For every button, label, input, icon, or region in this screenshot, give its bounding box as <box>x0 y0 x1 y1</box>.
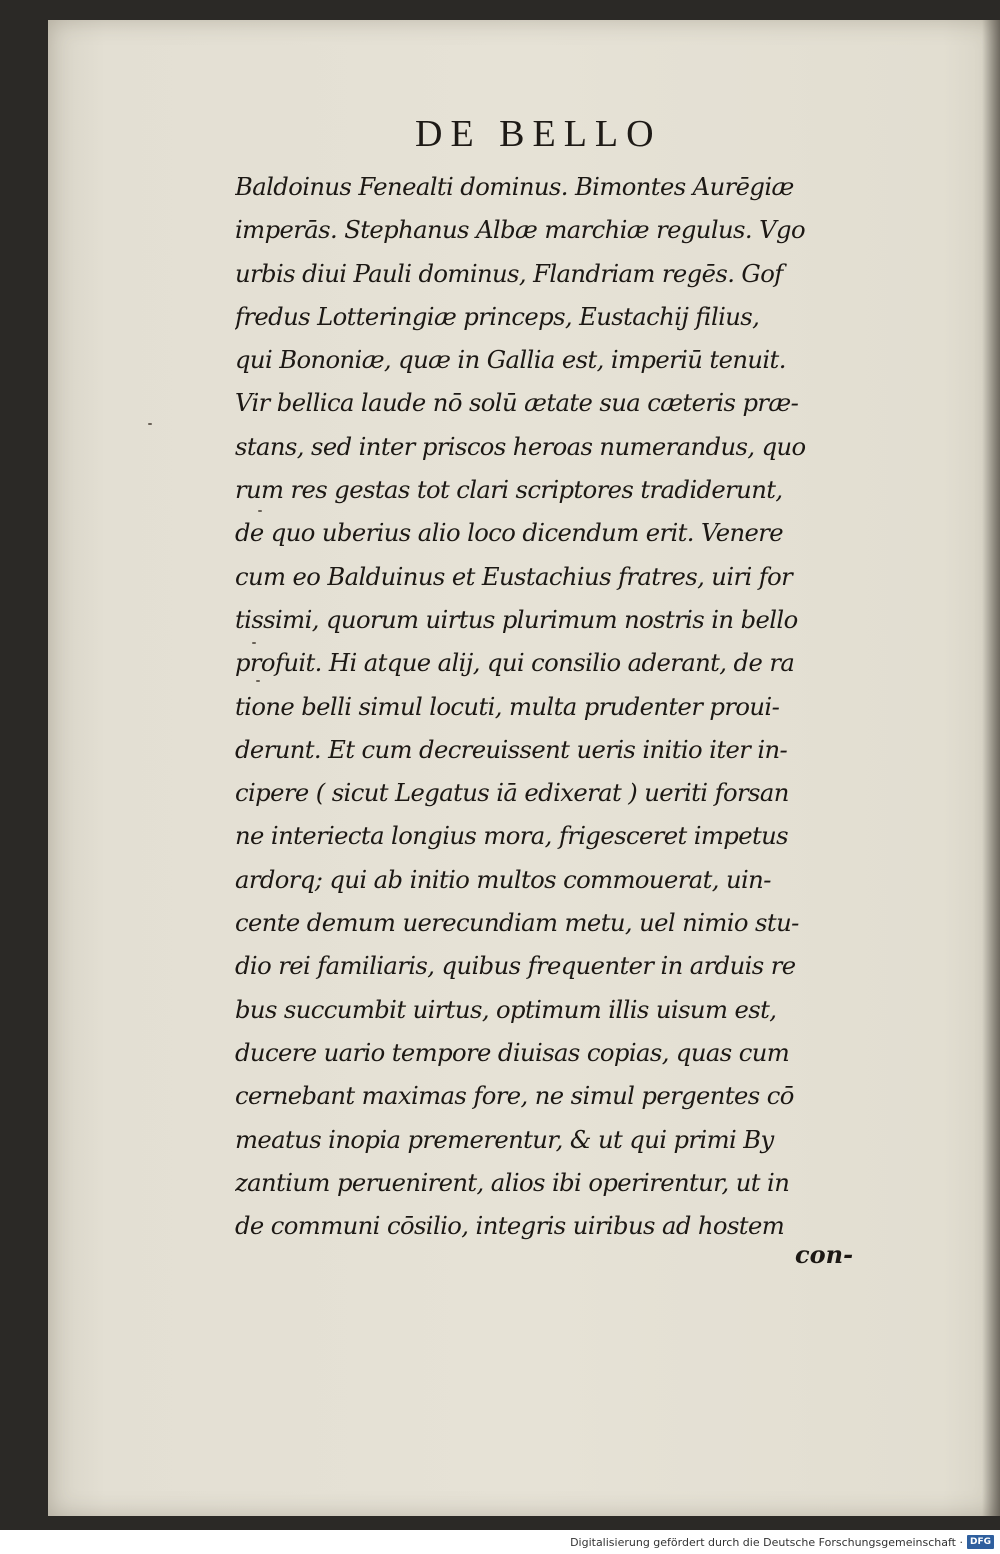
text-line: derunt. Et cum decreuissent ueris initio iter in- <box>235 734 788 764</box>
text-line: ducere uario tempore diuisas copias, quas cum <box>235 1037 790 1067</box>
catchword: con- <box>795 1240 854 1269</box>
text-line: profuit. Hi atque alij, qui consilio aderant, de ra <box>235 648 795 678</box>
text-line: cum eo Balduinus et Eustachius fratres, uiri for <box>235 561 793 591</box>
text-line: cente demum uerecundiam metu, uel nimio stu- <box>235 908 799 938</box>
text-line: tione belli simul locuti, multa prudenter proui- <box>235 691 780 721</box>
text-line: tissimi, quorum uirtus plurimum nostris in bello <box>235 604 798 634</box>
text-line: Baldoinus Fenealti dominus. Bimontes Aurēgiæ <box>235 172 794 201</box>
text-line: stans, sed inter priscos heroas numerandus, quo <box>235 431 806 461</box>
text-line: fredus Lotteringiæ princeps, Eustachij filius, <box>235 301 760 331</box>
text-line: ardorq; qui ab initio multos commouerat, uin- <box>235 864 771 894</box>
text-line: bus succumbit uirtus, optimum illis uisum est, <box>235 994 777 1024</box>
text-line: zantium peruenirent, alios ibi operirentur, ut in <box>235 1167 790 1197</box>
text-line: qui Bononiæ, quæ in Gallia est, imperiū tenuit. <box>235 345 786 375</box>
text-line: dio rei familiaris, quibus frequenter in arduis re <box>235 951 796 981</box>
text-line: Vir bellica laude nō solū ætate sua cæteris præ- <box>235 388 799 418</box>
dfg-logo: DFG <box>967 1535 994 1549</box>
text-line: rum res gestas tot clari scriptores tradiderunt, <box>235 475 783 505</box>
page-edge-shadow <box>982 20 1000 1516</box>
text-line: meatus inopia premerentur, & ut qui primi By <box>235 1124 774 1154</box>
text-line: ne interiecta longius mora, frigesceret impetus <box>235 821 789 851</box>
text-line: imperās. Stephanus Albæ marchiæ regulus. Vgo <box>235 215 805 245</box>
funding-note: Digitalisierung gefördert durch die Deutsche Forschungsgemeinschaft · <box>570 1535 963 1549</box>
text-line: urbis diui Pauli dominus, Flandriam regēs. Gof <box>235 258 783 288</box>
text-line: cipere ( sicut Legatus iā edixerat ) ueriti forsan <box>235 778 789 808</box>
text-line: de quo uberius alio loco dicendum erit. Venere <box>235 518 784 548</box>
text-line: cernebant maximas fore, ne simul pergentes cō <box>235 1081 794 1111</box>
ink-speck <box>148 423 152 425</box>
text-line: de communi cōsilio, integris uiribus ad hostem <box>235 1211 785 1241</box>
text-block <box>235 165 910 1247</box>
footer-bar <box>0 1530 1000 1554</box>
running-head: DE BELLO <box>415 113 662 155</box>
